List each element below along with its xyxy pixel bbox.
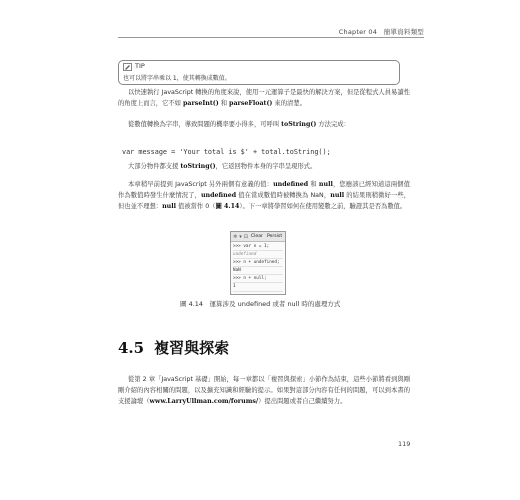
- paragraph-review: [118, 374, 410, 407]
- tip-label: TIP: [135, 62, 145, 70]
- text-span: 值在當成數值時被轉換為 NaN，: [236, 192, 331, 199]
- code-term: undefined: [273, 181, 309, 188]
- code-term: toString(): [180, 163, 216, 170]
- text-span: 以快速執行 JavaScript 轉換的角度來說，使用一元運算子是最快的解決方案，但是從程式人員易讀性的角度上而言，它不如: [118, 89, 410, 107]
- code-example: var message = 'Your total is $' + total.toString();: [122, 148, 331, 156]
- text-span: 和: [308, 181, 319, 188]
- text-span: 的結果則稍微好一些，但也並不理想：: [118, 192, 411, 210]
- text-span: ）。下一章將學習如何在使用變數之前，驗證其是否為數值。: [239, 203, 407, 210]
- figure-caption: 圖 4.14 運算涉及 undefined 或者 null 時的處理方式: [180, 300, 341, 308]
- dropdown-arrow-icon: ▾: [239, 233, 242, 240]
- text-span: 從第 2 章「JavaScript 基礎」開始，每一章都以「複習與探索」小節作為結束，這些小節將看到與剛剛介紹的內容相關的問題，以及擴充知識和經驗的提示。如果對這部分內容有任何的問題，可以到本書的支援論壇（: [118, 376, 410, 405]
- code-term: null: [330, 192, 345, 199]
- bug-icon: ✲: [233, 233, 238, 240]
- figure-reference: 圖 4.14: [215, 203, 240, 210]
- text-span: 和: [218, 100, 230, 107]
- code-term: null: [318, 181, 333, 188]
- tip-pencil-icon: [123, 63, 132, 71]
- paragraph-objects: [118, 161, 410, 172]
- tip-box: [118, 60, 400, 85]
- paragraph-tostring: [118, 119, 410, 130]
- text-span: 本章稍早前提到 JavaScript 另外兩個有意義的值：: [128, 181, 274, 188]
- code-term: toString(): [281, 121, 317, 128]
- text-span: ）提出問題或者自己繼續努力。: [258, 398, 347, 405]
- forum-url: www.LarryUllman.com/forums/: [149, 398, 259, 405]
- console-toolbar: [231, 232, 285, 242]
- console-screenshot: [230, 231, 286, 295]
- text-span: 方法完成：: [316, 121, 350, 128]
- paragraph-undefined-null: [118, 179, 410, 212]
- console-line: >>> n + undefined;: [233, 259, 283, 267]
- persist-button[interactable]: Persist: [266, 234, 283, 239]
- console-line: >>> var n = 1;: [233, 243, 283, 251]
- console-line: 1: [233, 283, 283, 291]
- text-span: 值被當作 0（: [176, 203, 216, 210]
- code-term: parseInt(): [182, 100, 219, 107]
- console-line: >>> n + null;: [233, 275, 283, 283]
- text-span: ，您應該已經知道這兩個值作為數值時發生什麼情況了，: [118, 181, 410, 199]
- section-title: 複習與探索: [154, 339, 230, 357]
- page-number: 119: [398, 440, 411, 448]
- section-heading: [118, 337, 229, 358]
- section-number: 4.5: [118, 339, 145, 357]
- inspect-icon: ⊡: [243, 233, 248, 240]
- clear-button[interactable]: Clear: [250, 234, 263, 239]
- text-span: 來的清楚。: [272, 100, 306, 107]
- console-line: NaN: [233, 267, 283, 275]
- text-span: ，它返回物件本身的字串呈現形式。: [215, 163, 317, 170]
- header-rule: [118, 37, 424, 38]
- text-span: 大部分物件都支援: [128, 163, 181, 170]
- code-term: undefined: [200, 192, 237, 199]
- text-span: 從數值轉換為字串，導致問題的機率要小得多，可呼叫: [128, 121, 282, 128]
- code-term: null: [162, 203, 177, 210]
- tip-text: 也可以將字串乘以 1，使其轉換成數值。: [123, 75, 231, 82]
- console-line: undefined: [233, 251, 283, 259]
- code-term: parseFloat(): [229, 100, 273, 107]
- paragraph-unary: [118, 87, 410, 109]
- console-output: [231, 242, 285, 293]
- running-header: Chapter 04 簡單資料類型: [338, 28, 424, 36]
